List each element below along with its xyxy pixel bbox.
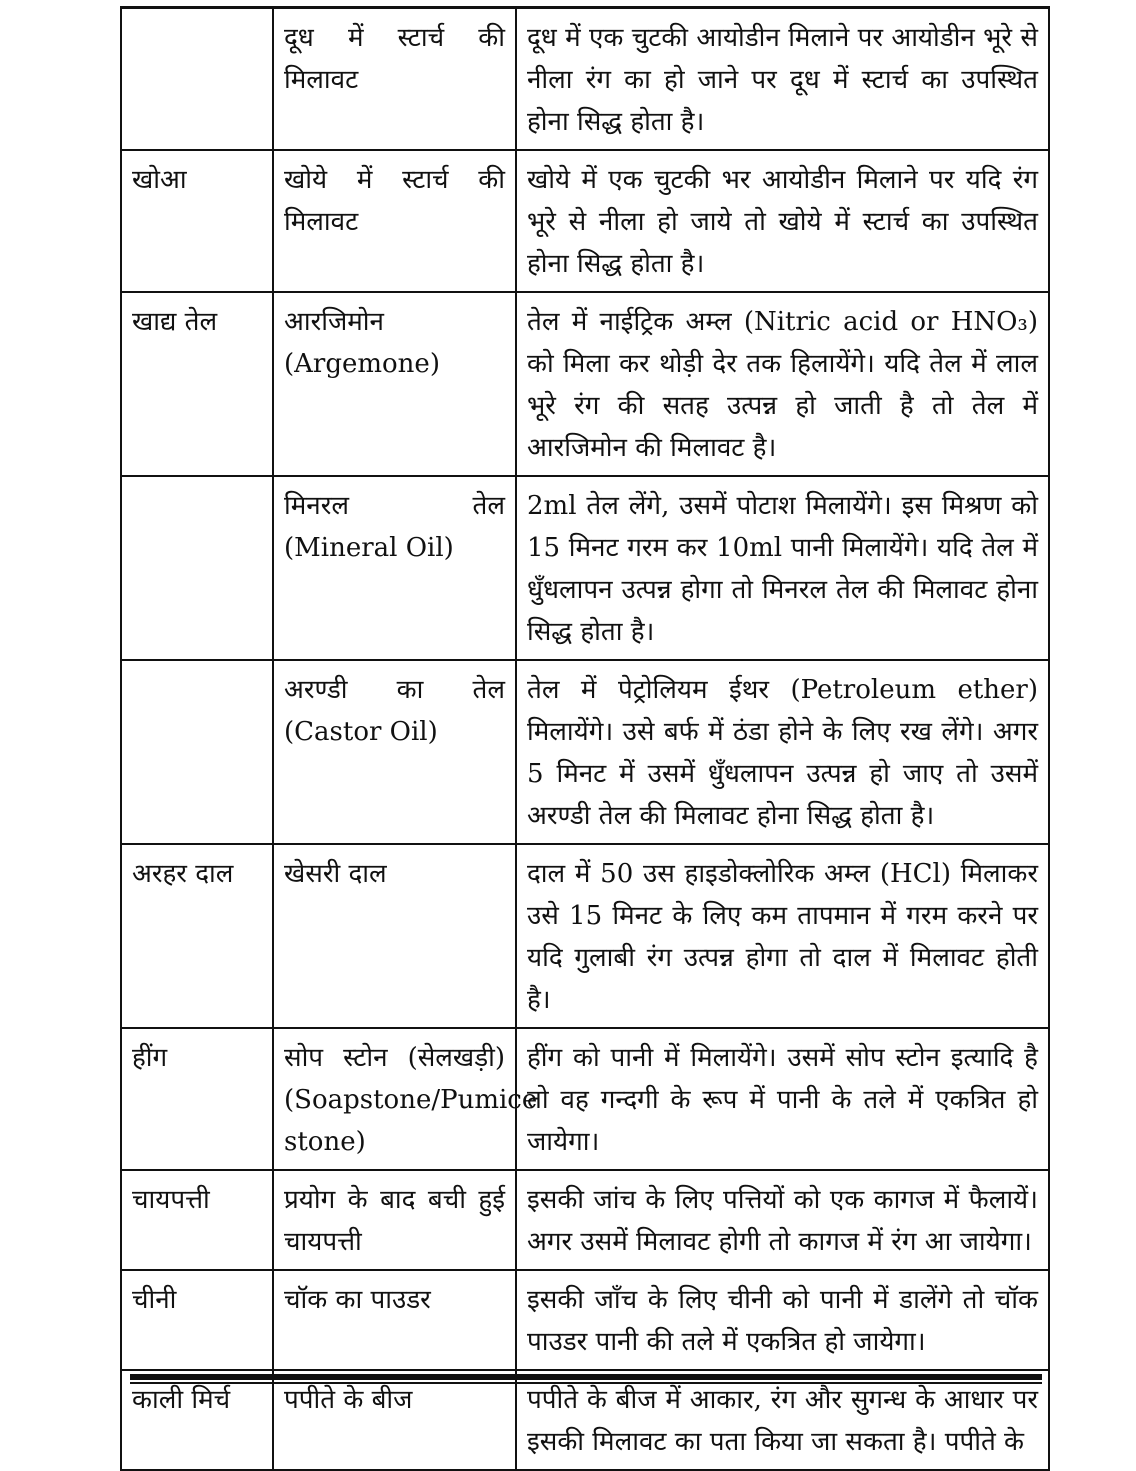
food-item-cell: खाद्य तेल bbox=[121, 292, 273, 476]
test-method-cell: तेल में पेट्रोलियम ईथर (Petroleum ether) मिलायेंगे। उसे बर्फ में ठंडा होने के लिए रख लेंगे। अगर 5 मिनट में उसमें धुँधलापन उत्पन्न हो जाए तो उसमें अरण्डी तेल की मिलावट होना सिद्ध होता है। bbox=[516, 660, 1049, 844]
food-item-cell: हींग bbox=[121, 1028, 273, 1170]
food-item-cell: काली मिर्च bbox=[121, 1370, 273, 1470]
test-method-cell: हींग को पानी में मिलायेंगे। उसमें सोप स्टोन इत्यादि है तो वह गन्दगी के रूप में पानी के तले में एकत्रित हो जायेगा। bbox=[516, 1028, 1049, 1170]
table-row bbox=[121, 8, 1049, 151]
table-row bbox=[121, 150, 1049, 292]
test-method-cell: 2ml तेल लेंगे, उसमें पोटाश मिलायेंगे। इस मिश्रण को 15 मिनट गरम कर 10ml पानी मिलायेंगे। यदि तेल में धुँधलापन उत्पन्न होगा तो मिनरल तेल की मिलावट होना सिद्ध होता है। bbox=[516, 476, 1049, 660]
adulterant-cell: चॉक का पाउडर bbox=[273, 1270, 516, 1370]
test-method-cell: खोये में एक चुटकी भर आयोडीन मिलाने पर यदि रंग भूरे से नीला हो जाये तो खोये में स्टार्च का उपस्थित होना सिद्ध होता है। bbox=[516, 150, 1049, 292]
table-row bbox=[121, 660, 1049, 844]
test-method-cell: तेल में नाईट्रिक अम्ल (Nitric acid or HNO₃) को मिला कर थोड़ी देर तक हिलायेंगे। यदि तेल में लाल भूरे रंग की सतह उत्पन्न हो जाती है तो तेल में आरजिमोन की मिलावट है। bbox=[516, 292, 1049, 476]
food-item-cell bbox=[121, 660, 273, 844]
adulterant-cell: मिनरल तेल (Mineral Oil) bbox=[273, 476, 516, 660]
food-item-cell bbox=[121, 476, 273, 660]
test-method-cell: इसकी जांच के लिए पत्तियों को एक कागज में फैलायें। अगर उसमें मिलावट होगी तो कागज में रंग आ जायेगा। bbox=[516, 1170, 1049, 1270]
test-method-cell: पपीते के बीज में आकार, रंग और सुगन्ध के आधार पर इसकी मिलावट का पता किया जा सकता है। पपीते के bbox=[516, 1370, 1049, 1470]
food-item-cell: खोआ bbox=[121, 150, 273, 292]
table-row bbox=[121, 1028, 1049, 1170]
table-row bbox=[121, 1370, 1049, 1470]
adulterant-cell: सोप स्टोन (सेलखड़ी) (Soapstone/Pumice stone) bbox=[273, 1028, 516, 1170]
test-method-cell: दाल में 50 उस हाइडोक्लोरिक अम्ल (HCl) मिलाकर उसे 15 मिनट के लिए कम तापमान में गरम करने पर यदि गुलाबी रंग उत्पन्न होगा तो दाल में मिलावट होती है। bbox=[516, 844, 1049, 1028]
adulterant-cell: आरजिमोन (Argemone) bbox=[273, 292, 516, 476]
adulteration-table bbox=[120, 6, 1050, 1471]
test-method-cell: इसकी जाँच के लिए चीनी को पानी में डालेंगे तो चॉक पाउडर पानी की तले में एकत्रित हो जायेगा। bbox=[516, 1270, 1049, 1370]
food-item-cell bbox=[121, 8, 273, 151]
table-row bbox=[121, 844, 1049, 1028]
table-row bbox=[121, 476, 1049, 660]
table-row bbox=[121, 1270, 1049, 1370]
food-item-cell: अरहर दाल bbox=[121, 844, 273, 1028]
table-row bbox=[121, 292, 1049, 476]
adulterant-cell: पपीते के बीज bbox=[273, 1370, 516, 1470]
adulterant-cell: खोये में स्टार्च की मिलावट bbox=[273, 150, 516, 292]
footer-rule-thick bbox=[130, 1374, 1042, 1380]
adulterant-cell: खेसरी दाल bbox=[273, 844, 516, 1028]
adulterant-cell: अरण्डी का तेल (Castor Oil) bbox=[273, 660, 516, 844]
food-item-cell: चायपत्ती bbox=[121, 1170, 273, 1270]
adulterant-cell: प्रयोग के बाद बची हुई चायपत्ती bbox=[273, 1170, 516, 1270]
adulterant-cell: दूध में स्टार्च की मिलावट bbox=[273, 8, 516, 151]
table-row bbox=[121, 1170, 1049, 1270]
test-method-cell: दूध में एक चुटकी आयोडीन मिलाने पर आयोडीन भूरे से नीला रंग का हो जाने पर दूध में स्टार्च का उपस्थित होना सिद्ध होता है। bbox=[516, 8, 1049, 151]
food-item-cell: चीनी bbox=[121, 1270, 273, 1370]
